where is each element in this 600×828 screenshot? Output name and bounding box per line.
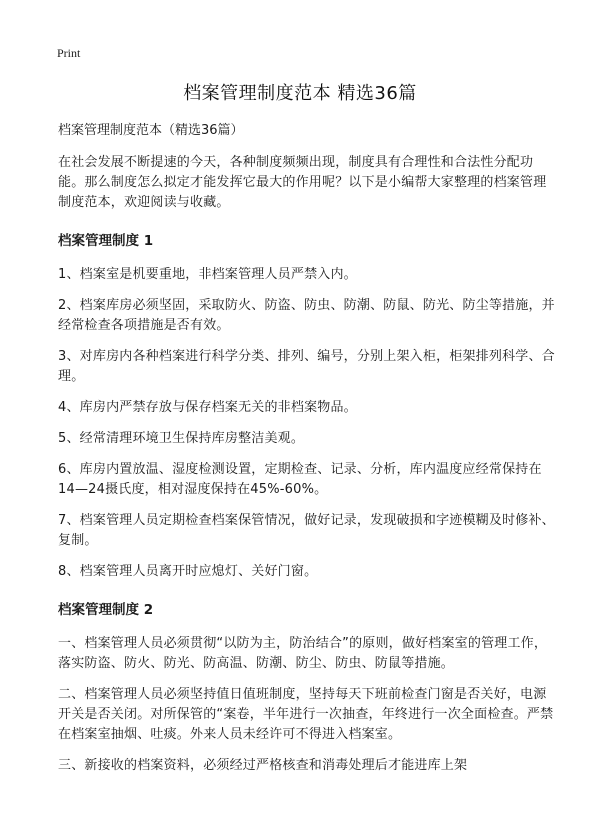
section-1-item: 2、档案库房必须坚固，采取防火、防盗、防虫、防潮、防鼠、防光、防尘等措施，并经常检查各项措施是否有效。 (58, 298, 555, 333)
section-1-item: 6、库房内置放温、湿度检测设置，定期检查、记录、分析，库内温度应经常保持在14—24摄氏度，相对湿度保持在45%-60%。 (58, 462, 542, 497)
section-heading-1: 档案管理制度 1 (58, 233, 154, 249)
section-1-item: 7、档案管理人员定期检查档案保管情况，做好记录，发现破损和字迹模糊及时修补、复制。 (58, 513, 555, 548)
document-subtitle: 档案管理制度范本（精选36篇） (58, 123, 244, 138)
section-heading-2: 档案管理制度 2 (58, 602, 154, 618)
section-2-item: 二、档案管理人员必须坚持值日值班制度，坚持每天下班前检查门窗是否关好，电源开关是否关闭。对所保管的“案卷，半年进行一次抽查，年终进行一次全面检查。严禁在档案室抽烟、吐痰。外来人员未经许可不得进入档案室。 (58, 687, 554, 742)
document-body (58, 121, 556, 787)
section-1-item: 5、经常清理环境卫生保持库房整洁美观。 (58, 431, 305, 446)
section-2-item: 三、新接收的档案资料，必须经过严格核查和消毒处理后才能进库上架 (58, 758, 468, 773)
section-1-item: 3、对库房内各种档案进行科学分类、排列、编号，分别上架入柜，柜架排列科学、合理。 (58, 349, 555, 384)
section-1-item: 1、档案室是机要重地，非档案管理人员严禁入内。 (58, 267, 357, 282)
section-1-item: 4、库房内严禁存放与保存档案无关的非档案物品。 (58, 400, 357, 415)
document-title: 档案管理制度范本 精选36篇 (183, 83, 417, 104)
print-link[interactable]: Print (57, 46, 81, 60)
section-2-item: 一、档案管理人员必须贯彻“以防为主，防治结合”的原则，做好档案室的管理工作，落实防盗、防火、防光、防高温、防潮、防尘、防虫、防鼠等措施。 (58, 636, 548, 671)
intro-paragraph: 在社会发展不断提速的今天，各种制度频频出现，制度具有合理性和合法性分配功能。那么制度怎么拟定才能发挥它最大的作用呢？以下是小编帮大家整理的档案管理制度范本，欢迎阅读与收藏。 (58, 155, 547, 210)
section-1-item: 8、档案管理人员离开时应熄灯、关好门窗。 (58, 564, 318, 579)
